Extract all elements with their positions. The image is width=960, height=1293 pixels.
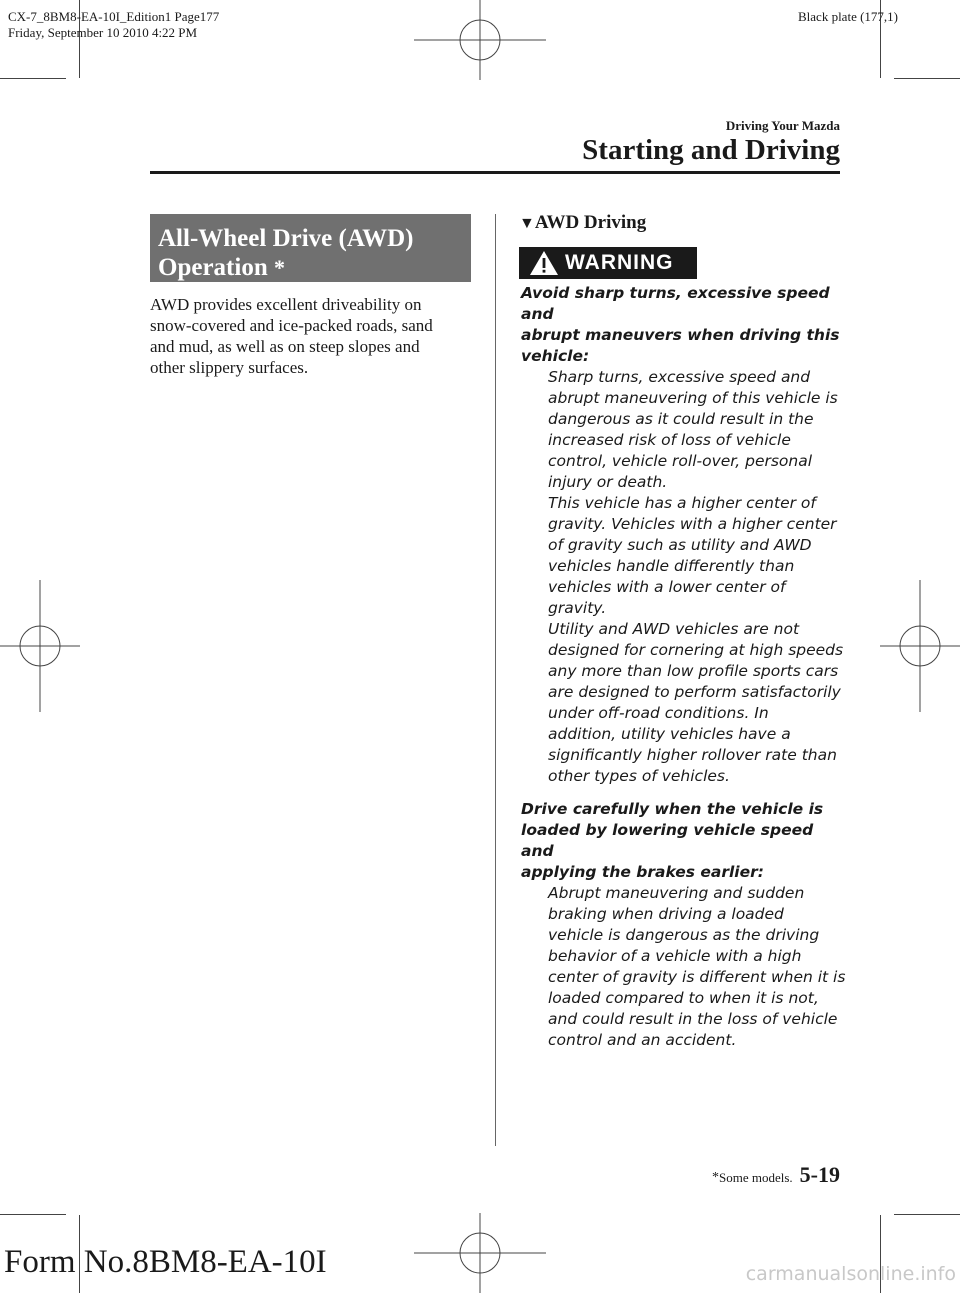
crop-mark [894, 1214, 960, 1215]
text-line: injury or death. [548, 473, 668, 491]
text-line: any more than low profile sports cars [548, 662, 839, 680]
warning-heading-2 [521, 799, 851, 883]
footnote-text: Some models. [719, 1170, 793, 1185]
registration-target-bottom [414, 1213, 546, 1293]
text-line: addition, utility vehicles have a [548, 725, 791, 743]
paragraph-line: and mud, as well as on steep slopes and [150, 337, 420, 356]
crop-mark [894, 78, 960, 79]
text-line: control and an accident. [548, 1031, 737, 1049]
text-line: applying the brakes earlier: [521, 863, 764, 881]
plate-info: Black plate (177,1) [798, 9, 898, 24]
text-line: other types of vehicles. [548, 767, 730, 785]
text-line: control, vehicle roll-over, personal [548, 452, 813, 470]
file-date-line: Friday, September 10 2010 4:22 PM [8, 25, 198, 40]
registration-target-right [880, 580, 960, 712]
text-line: significantly higher rollover rate than [548, 746, 837, 764]
text-line: increased risk of loss of vehicle [548, 431, 791, 449]
warning-body-2 [521, 883, 851, 1051]
text-line: are designed to perform satisfactorily [548, 683, 841, 701]
text-line: This vehicle has a higher center of [548, 494, 816, 512]
intro-paragraph [150, 294, 480, 378]
subsection-heading [519, 212, 646, 234]
warning-heading-1 [521, 283, 851, 367]
text-line: designed for cornering at high speeds [548, 641, 844, 659]
section-heading [150, 214, 471, 282]
text-line: Drive carefully when the vehicle is [521, 800, 824, 818]
text-line: and could result in the loss of vehicle [548, 1010, 838, 1028]
section-label: Driving Your Mazda [725, 118, 840, 133]
paragraph-line: AWD provides excellent driveability on [150, 295, 422, 314]
heading-line-2 [158, 253, 463, 282]
text-line: Sharp turns, excessive speed and [548, 368, 811, 386]
text-line: under off-road conditions. In [548, 704, 769, 722]
warning-badge [519, 247, 697, 279]
text-line: abrupt maneuvering of this vehicle is [548, 389, 838, 407]
crop-mark [0, 78, 66, 79]
text-line: vehicle: [521, 347, 590, 365]
heading-line: All-Wheel Drive (AWD) [158, 225, 414, 252]
text-line: behavior of a vehicle with a high [548, 947, 802, 965]
paragraph-line: snow-covered and ice-packed roads, sand [150, 316, 433, 335]
watermark: carmanualsonline.info [745, 1263, 956, 1285]
subsection-title: AWD Driving [534, 212, 647, 233]
text-line: gravity. Vehicles with a higher center [548, 515, 837, 533]
text-line: loaded by lowering vehicle speed and [521, 821, 814, 860]
triangle-marker-icon: ▼ [519, 215, 535, 232]
text-line: Abrupt maneuvering and sudden [548, 884, 805, 902]
warning-body-1 [521, 367, 851, 787]
header-rule [150, 171, 840, 174]
file-info [8, 9, 219, 41]
crop-mark [0, 1214, 66, 1215]
file-info-line: CX-7_8BM8-EA-10I_Edition1 Page177 [8, 9, 220, 24]
page-number: 5-19 [799, 1162, 840, 1187]
text-line: loaded compared to when it is not, [548, 989, 819, 1007]
registration-target-top [414, 0, 546, 80]
text-line: braking when driving a loaded [548, 905, 784, 923]
footnote [712, 1170, 793, 1186]
text-line: abrupt maneuvers when driving this [521, 326, 840, 344]
text-line: dangerous as it could result in the [548, 410, 814, 428]
registration-target-left [0, 580, 80, 712]
some-models-star-icon: * [712, 1170, 719, 1185]
text-line: gravity. [548, 599, 607, 617]
some-models-star-icon: * [273, 255, 285, 280]
text-line: Avoid sharp turns, excessive speed and [521, 284, 830, 323]
form-number: Form No.8BM8-EA-10I [4, 1244, 327, 1280]
text-line: center of gravity is different when it is [548, 968, 846, 986]
text-line: Utility and AWD vehicles are not [548, 620, 800, 638]
text-line: vehicle is dangerous as the driving [548, 926, 820, 944]
paragraph-line: other slippery surfaces. [150, 358, 309, 377]
warning-content [521, 283, 851, 1051]
heading-text: Operation [158, 254, 268, 281]
column-divider [495, 214, 496, 1146]
warning-label: WARNING [565, 251, 674, 274]
text-line: of gravity such as utility and AWD [548, 536, 812, 554]
text-line: vehicles with a lower center of [548, 578, 786, 596]
warning-triangle-icon [529, 250, 559, 276]
section-title: Starting and Driving [582, 134, 840, 166]
text-line: vehicles handle differently than [548, 557, 795, 575]
